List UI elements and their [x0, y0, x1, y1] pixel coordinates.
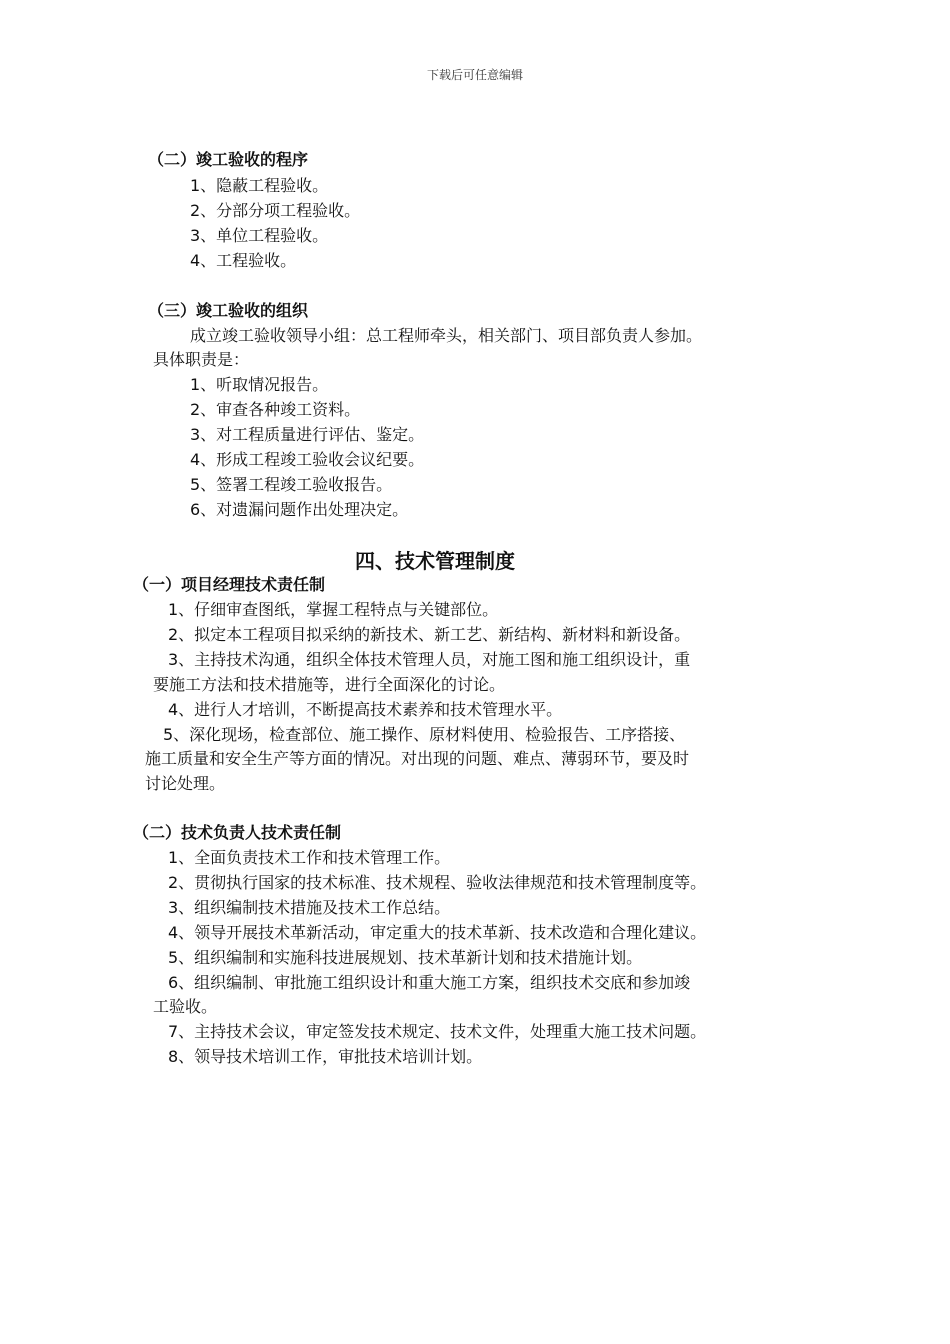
section-heading-acceptance-procedure: （二）竣工验收的程序	[148, 150, 309, 169]
list-item: 3、主持技术沟通，组织全体技术管理人员，对施工图和施工组织设计，重	[168, 650, 691, 669]
paragraph-line: 具体职责是：	[153, 350, 250, 369]
list-item: 1、听取情况报告。	[190, 375, 329, 394]
list-item: 2、贯彻执行国家的技术标准、技术规程、验收法律规范和技术管理制度等。	[168, 873, 707, 892]
section-heading-acceptance-organization: （三）竣工验收的组织	[148, 301, 309, 320]
list-item-continuation: 施工质量和安全生产等方面的情况。对出现的问题、难点、薄弱环节，要及时	[145, 749, 690, 768]
list-item: 6、对遗漏问题作出处理决定。	[190, 500, 409, 519]
list-item: 5、深化现场，检查部位、施工操作、原材料使用、检验报告、工序搭接、	[163, 725, 686, 744]
list-item: 2、分部分项工程验收。	[190, 201, 361, 220]
list-item: 5、签署工程竣工验收报告。	[190, 475, 393, 494]
section-heading-pm-responsibility: （一）项目经理技术责任制	[133, 575, 326, 594]
list-item: 2、拟定本工程项目拟采纳的新技术、新工艺、新结构、新材料和新设备。	[168, 625, 691, 644]
list-item: 1、隐蔽工程验收。	[190, 176, 329, 195]
list-item: 4、进行人才培训，不断提高技术素养和技术管理水平。	[168, 700, 563, 719]
list-item-continuation: 讨论处理。	[145, 774, 226, 793]
list-item: 6、组织编制、审批施工组织设计和重大施工方案，组织技术交底和参加竣	[168, 973, 691, 992]
page-header: 下载后可任意编辑	[426, 68, 523, 82]
list-item-continuation: 要施工方法和技术措施等，进行全面深化的讨论。	[153, 675, 506, 694]
paragraph-line: 成立竣工验收领导小组：总工程师牵头，相关部门、项目部负责人参加。	[190, 326, 703, 345]
list-item: 1、全面负责技术工作和技术管理工作。	[168, 848, 451, 867]
list-item: 5、组织编制和实施科技进展规划、技术革新计划和技术措施计划。	[168, 948, 643, 967]
list-item: 4、工程验收。	[190, 251, 297, 270]
list-item: 3、组织编制技术措施及技术工作总结。	[168, 898, 451, 917]
list-item: 7、主持技术会议，审定签发技术规定、技术文件，处理重大施工技术问题。	[168, 1022, 707, 1041]
list-item: 3、对工程质量进行评估、鉴定。	[190, 425, 425, 444]
list-item: 8、领导技术培训工作，审批技术培训计划。	[168, 1047, 483, 1066]
list-item: 4、领导开展技术革新活动，审定重大的技术革新、技术改造和合理化建议。	[168, 923, 707, 942]
section-heading-tech-lead-responsibility: （二）技术负责人技术责任制	[133, 823, 342, 842]
list-item: 4、形成工程竣工验收会议纪要。	[190, 450, 425, 469]
list-item: 1、仔细审查图纸，掌握工程特点与关键部位。	[168, 600, 499, 619]
list-item-continuation: 工验收。	[153, 997, 218, 1016]
chapter-title: 四、技术管理制度	[355, 549, 515, 573]
list-item: 2、审查各种竣工资料。	[190, 400, 361, 419]
list-item: 3、单位工程验收。	[190, 226, 329, 245]
